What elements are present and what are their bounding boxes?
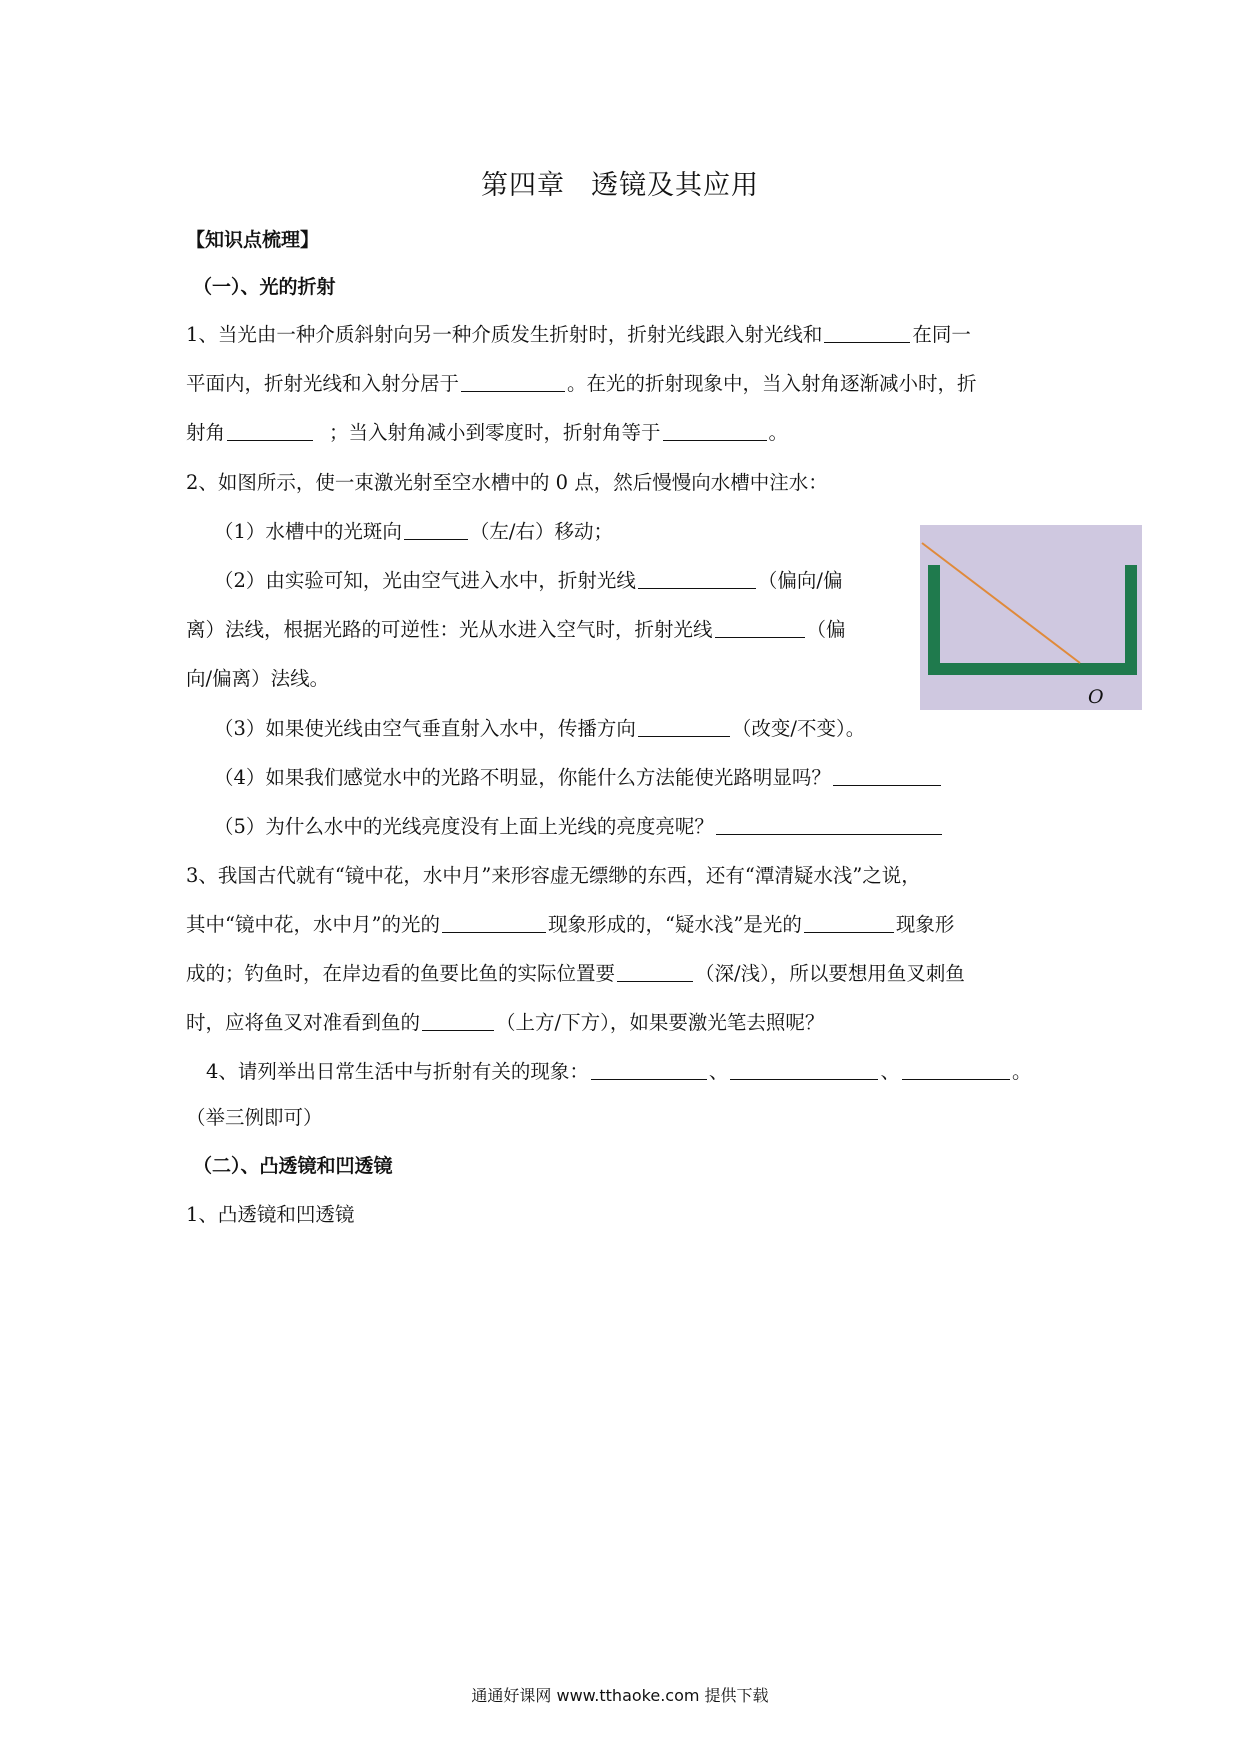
q2-part3: （3）如果使光线由空气垂直射入水中，传播方向 （改变/不变）。 [214, 714, 865, 744]
answer-blank[interactable] [591, 1057, 707, 1080]
q1-line2: 平面内，折射光线和入射分居于 。在光的折射现象中，当入射角逐渐减小时，折 [186, 369, 977, 399]
q2-part1: （1）水槽中的光斑向 （左/右）移动； [214, 517, 613, 547]
q2-part2-line3: 向/偏离）法线。 [186, 667, 330, 690]
answer-blank[interactable] [902, 1057, 1010, 1080]
subsection-refraction: （一）、光的折射 [193, 276, 336, 298]
answer-blank[interactable] [716, 812, 942, 835]
page-footer: 通通好课网 www.tthaoke.com 提供下载 [471, 1686, 769, 1705]
answer-blank[interactable] [404, 517, 468, 540]
q2-part4: （4）如果我们感觉水中的光路不明显，你能什么方法能使光路明显吗？ [214, 763, 943, 793]
answer-blank[interactable] [824, 320, 910, 343]
answer-blank[interactable] [461, 369, 565, 392]
q3-line2: 其中“镜中花，水中月”的光的 现象形成的，“疑水浅”是光的 现象形 [186, 910, 954, 940]
q2-intro: 2、如图所示，使一束激光射至空水槽中的 0 点，然后慢慢向水槽中注水： [186, 471, 828, 494]
q3-line3: 成的；钓鱼时，在岸边看的鱼要比鱼的实际位置要 （深/浅），所以要想用鱼叉刺鱼 [186, 959, 965, 989]
answer-blank[interactable] [442, 910, 546, 933]
subsection-lenses: （二）、凸透镜和凹透镜 [193, 1155, 393, 1177]
chapter-name: 透镜及其应用 [591, 170, 759, 201]
answer-blank[interactable] [422, 1008, 494, 1031]
chapter-number: 第四章 [481, 170, 565, 201]
chapter-title [0, 163, 1240, 202]
figure-background [920, 525, 1142, 710]
answer-blank[interactable] [227, 418, 313, 441]
q3-line1: 3、我国古代就有“镜中花，水中月”来形容虚无缥缈的东西，还有“潭清疑水浅”之说， [186, 864, 921, 887]
q2-part2-line2: 离）法线，根据光路的可逆性：光从水进入空气时，折射光线 （偏 [186, 615, 846, 645]
answer-blank[interactable] [638, 714, 730, 737]
answer-blank[interactable] [638, 566, 756, 589]
lens-item-1: 1、凸透镜和凹透镜 [186, 1203, 355, 1226]
q2-part5: （5）为什么水中的光线亮度没有上面上光线的亮度亮呢？ [214, 812, 944, 842]
water-tank-figure [920, 525, 1142, 710]
point-o-label: O [1088, 686, 1104, 708]
q2-part2-line1: （2）由实验可知，光由空气进入水中，折射光线 （偏向/偏 [214, 566, 843, 596]
q3-line4: 时，应将鱼叉对准看到鱼的 （上方/下方），如果要激光笔去照呢？ [186, 1008, 824, 1038]
answer-blank[interactable] [804, 910, 894, 933]
section-header: 【知识点梳理】 [186, 229, 320, 251]
answer-blank[interactable] [715, 615, 805, 638]
q4-line2: （举三例即可） [186, 1106, 323, 1129]
q4-line1: 4、请列举出日常生活中与折射有关的现象： 、 、 。 [206, 1057, 1031, 1087]
answer-blank[interactable] [833, 763, 941, 786]
q1-line3: 射角 ；当入射角减小到零度时，折射角等于 。 [186, 418, 788, 448]
answer-blank[interactable] [617, 959, 693, 982]
water-tank-diagram [920, 525, 1142, 710]
q1-line1: 1、当光由一种介质斜射向另一种介质发生折射时，折射光线跟入射光线和 在同一 [186, 320, 971, 350]
answer-blank[interactable] [730, 1057, 878, 1080]
answer-blank[interactable] [663, 418, 767, 441]
